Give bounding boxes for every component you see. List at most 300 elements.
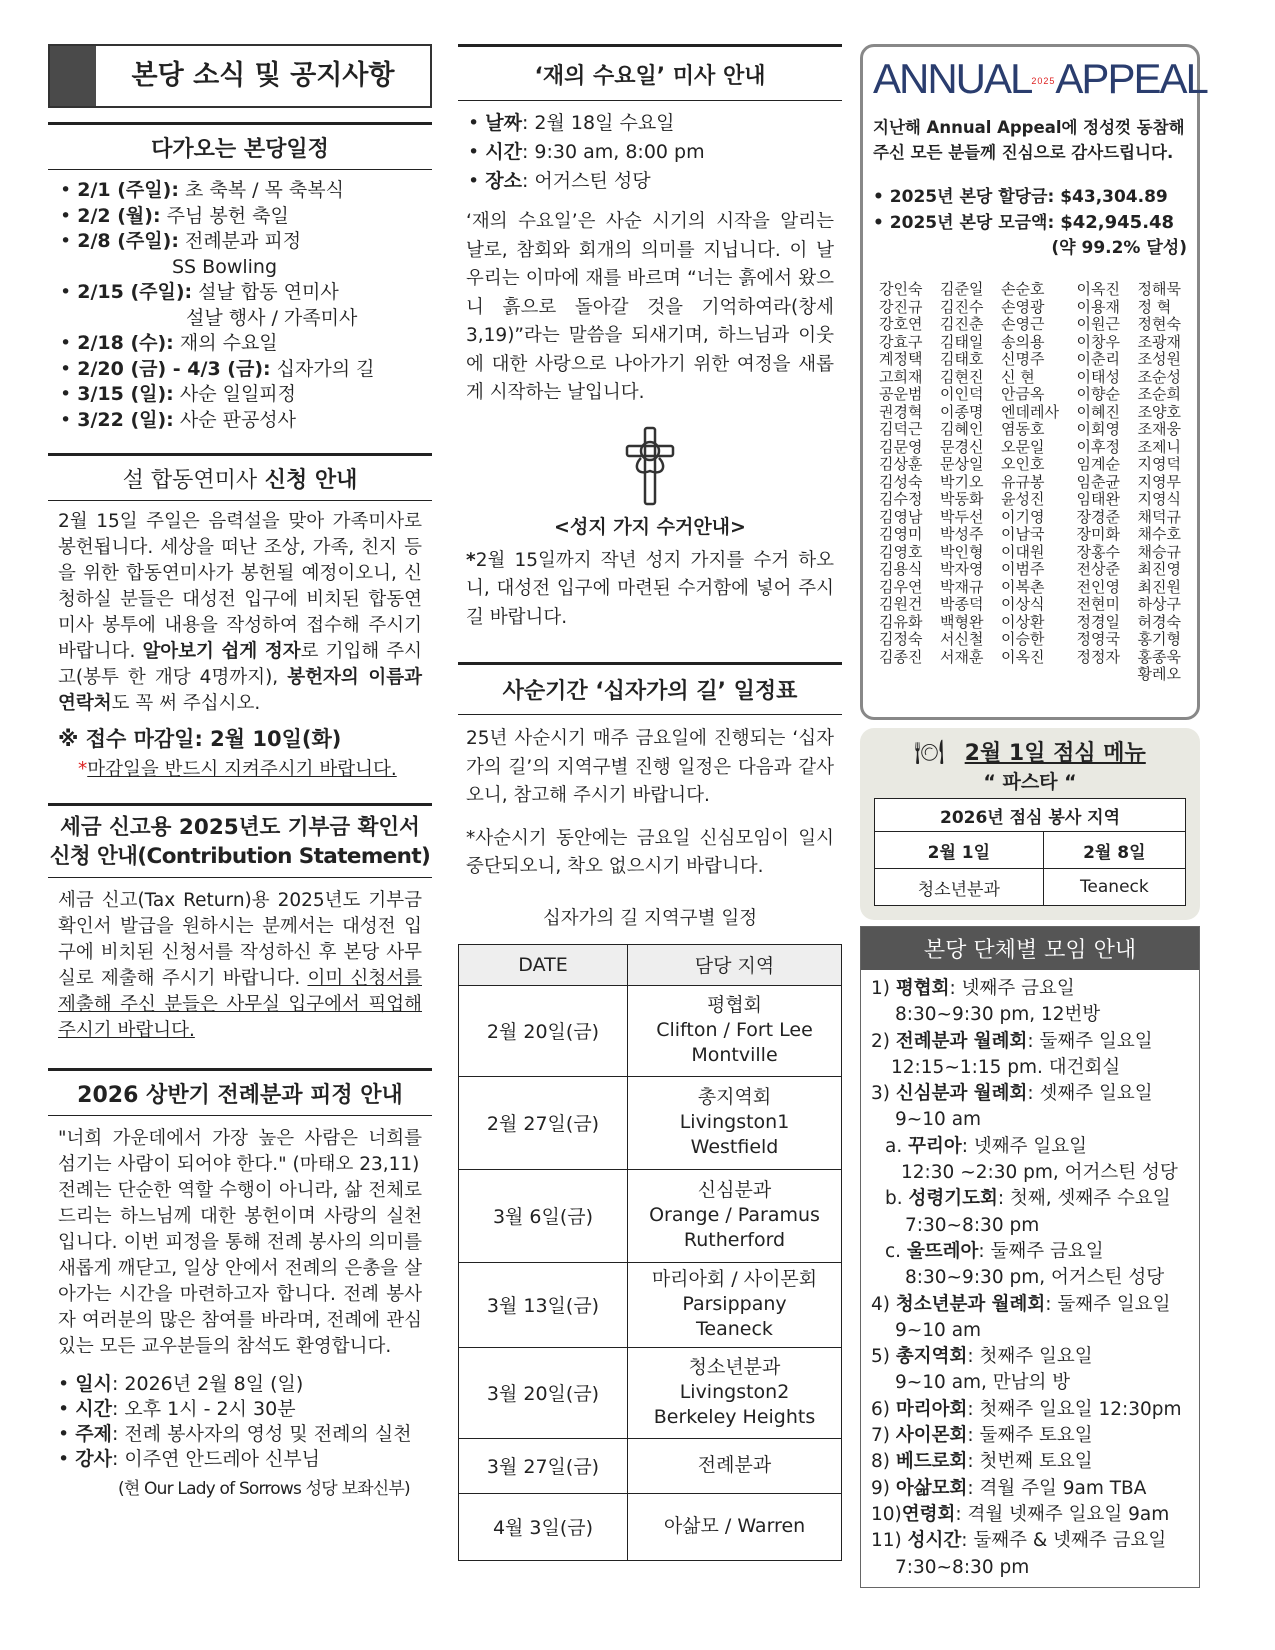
column-left bbox=[48, 44, 432, 1499]
donor-name: 문상일 bbox=[940, 455, 984, 473]
schedule-date: 2/8 (주일): bbox=[77, 230, 179, 252]
donor-name: 고희재 bbox=[879, 367, 923, 386]
group-schedule-cont: 12:15~1:15 pm. 대건회실 bbox=[891, 1056, 1121, 1078]
cross-icon bbox=[458, 426, 842, 510]
donor-name: 최진원 bbox=[1137, 577, 1181, 596]
donor-column bbox=[1076, 281, 1119, 684]
group-number: 2) bbox=[871, 1030, 896, 1052]
donor-name: 문경신 bbox=[940, 437, 984, 456]
row-area-line: 평협회 bbox=[706, 994, 763, 1016]
donor-name: 임태완 bbox=[1076, 490, 1120, 508]
row-date: 3월 6일(금) bbox=[459, 1169, 628, 1262]
donor-name: 엔데레사 bbox=[1001, 402, 1059, 421]
section-title-box bbox=[48, 44, 432, 108]
group-item bbox=[871, 1528, 1189, 1554]
donor-name: 이혜진 bbox=[1076, 402, 1120, 421]
donor-name: 박성주 bbox=[940, 525, 984, 543]
group-number: 11) bbox=[871, 1530, 908, 1552]
group-item bbox=[871, 1449, 1189, 1475]
newyear-bold-2: 봉헌자의 이름과 연락처 bbox=[58, 667, 422, 714]
donor-name: 정경일 bbox=[1076, 612, 1120, 631]
donor-name: 전인영 bbox=[1076, 577, 1120, 596]
row-area-line: Rutherford bbox=[683, 1229, 786, 1251]
donor-name: 하상구 bbox=[1137, 595, 1181, 613]
schedule-item: • 2/18 (수): 재의 수요일 bbox=[60, 332, 278, 354]
donor-name: 강효구 bbox=[879, 332, 923, 351]
group-name: 전례분과 월례회 bbox=[895, 1030, 1028, 1052]
newyear-bold-1: 알아보기 쉽게 정자 bbox=[142, 641, 301, 662]
group-schedule: : 넷째주 일요일 bbox=[961, 1135, 1087, 1157]
group-number: 8) bbox=[871, 1451, 896, 1473]
donor-name: 최진영 bbox=[1137, 560, 1181, 578]
page-title: 본당 소식 및 공지사항 bbox=[131, 60, 395, 91]
schedule-date: 2/2 (월): bbox=[77, 204, 161, 227]
group-number: 7) bbox=[871, 1425, 896, 1447]
donor-name: 박두선 bbox=[940, 507, 984, 526]
stations-table bbox=[458, 944, 842, 1561]
groups-box bbox=[860, 926, 1200, 1588]
appeal-raised: • 2025년 본당 모금액: $42,945.48 bbox=[873, 212, 1175, 233]
group-item bbox=[871, 1292, 1189, 1318]
donor-name: 장홍수 bbox=[1076, 542, 1120, 561]
donor-name: 지영덕 bbox=[1137, 455, 1181, 473]
group-name: 청소년분과 월례회 bbox=[895, 1293, 1046, 1315]
row-date: 2월 20일(금) bbox=[459, 985, 628, 1076]
group-schedule-cont: 8:30~9:30 pm, 12번방 bbox=[895, 1004, 1101, 1026]
donor-name: 김원건 bbox=[879, 595, 923, 613]
ash-value: : 2월 18일 수요일 bbox=[521, 112, 675, 134]
lunch-dish: “ 파스타 “ bbox=[983, 771, 1077, 793]
donor-name: 김우연 bbox=[879, 577, 923, 596]
newyear-body bbox=[48, 501, 432, 717]
schedule-item: • 2/2 (월): 주님 봉헌 축일 bbox=[60, 204, 289, 227]
donor-name: 강진규 bbox=[879, 297, 923, 316]
row-area-line: Orange / Paramus bbox=[649, 1204, 820, 1226]
schedule-item: • 3/22 (일): 사순 판공성사 bbox=[60, 408, 297, 431]
ash-key: 날짜 bbox=[485, 112, 522, 134]
donor-name: 이남국 bbox=[1001, 525, 1045, 543]
group-schedule: : 둘째주 & 넷째주 금요일 bbox=[961, 1530, 1167, 1552]
title-bar-decoration bbox=[50, 46, 96, 106]
donor-name: 이창우 bbox=[1076, 332, 1120, 351]
row-area-line: Berkeley Heights bbox=[653, 1406, 816, 1428]
ash-body: ‘재의 수요일’은 사순 시기의 시작을 알리는 날로, 참회와 회개의 의미를 지닙니다. 이 날 우리는 이마에 재를 바르며 “너는 흙에서 왔으니 흙으로 돌아갈 것을 기억하여라(창세 3,19)”라는 말씀을 되새기며, 하느님과 이웃에 대한 사랑으로 나아가기 위한 여정을 새롭게 시작하는 날입니다. bbox=[466, 211, 834, 403]
newyear-heading-a: 설 합동연미사 bbox=[122, 468, 258, 493]
donor-name: 정정자 bbox=[1076, 647, 1120, 666]
tax-heading-line2: 신청 안내(Contribution Statement) bbox=[49, 844, 431, 869]
logo-year: 2025 bbox=[1031, 76, 1056, 86]
quota-label: 2025년 본당 할당금: bbox=[889, 187, 1061, 207]
table-row bbox=[459, 985, 842, 1076]
group-schedule-cont: 7:30~8:30 pm bbox=[895, 1556, 1030, 1578]
schedule-text: 사순 판공성사 bbox=[173, 408, 297, 431]
donor-name: 전현미 bbox=[1076, 595, 1120, 613]
ash-value: : 9:30 am, 8:00 pm bbox=[521, 141, 705, 163]
donor-name: 조광재 bbox=[1137, 332, 1181, 351]
ash-item: • 장소: 어거스틴 성당 bbox=[468, 170, 651, 192]
donor-name: 김영호 bbox=[879, 542, 923, 561]
quota-value: $43,304.89 bbox=[1060, 187, 1168, 207]
donor-name: 김준일 bbox=[940, 280, 984, 298]
stations-table-title: 십자가의 길 지역구별 일정 bbox=[542, 907, 758, 929]
row-area-line: Montville bbox=[691, 1044, 778, 1066]
group-number: 3) bbox=[871, 1083, 896, 1105]
group-name: 꾸리아 bbox=[908, 1135, 962, 1157]
donor-name: 이춘리 bbox=[1076, 350, 1120, 368]
group-number: 4) bbox=[871, 1293, 896, 1315]
row-area-line: Clifton / Fort Lee bbox=[656, 1019, 813, 1041]
group-name: 사이몬회 bbox=[895, 1425, 968, 1447]
donor-name: 이옥진 bbox=[1001, 647, 1045, 666]
retreat-speaker-note: (현 Our Lady of Sorrows 성당 보좌신부) bbox=[118, 1479, 410, 1499]
donor-name: 이옥진 bbox=[1076, 280, 1120, 298]
retreat-quote: "너희 가운데에서 가장 높은 사람은 너희를 섬기는 사람이 되어야 한다." (마태오 23,11) bbox=[58, 1128, 422, 1175]
retreat-value: : 전례 봉사자의 영성 및 전례의 실천 bbox=[111, 1423, 412, 1445]
group-schedule-cont: 9~10 am bbox=[895, 1109, 982, 1131]
donor-name: 이상식 bbox=[1001, 595, 1045, 613]
donor-name: 김진수 bbox=[940, 297, 984, 316]
schedule-text: 전례분과 피정 bbox=[178, 230, 302, 252]
group-number: c. bbox=[885, 1240, 907, 1262]
appeal-percent: (약 99.2% 달성) bbox=[1051, 238, 1187, 258]
donor-name: 박자영 bbox=[940, 560, 984, 578]
group-schedule-cont: 8:30~9:30 pm, 어거스틴 성당 bbox=[905, 1267, 1165, 1289]
tax-heading-line1: 세금 신고용 2025년도 기부금 확인서 bbox=[60, 815, 420, 840]
group-item bbox=[871, 976, 1189, 1002]
schedule-date: 3/15 (일): bbox=[77, 383, 174, 405]
donor-name: 이종명 bbox=[940, 402, 984, 421]
groups-heading: 본당 단체별 모임 안내 bbox=[861, 927, 1199, 970]
donor-name: 손영광 bbox=[1001, 297, 1045, 316]
column-middle bbox=[458, 44, 842, 1561]
group-name: 마리아회 bbox=[895, 1398, 968, 1420]
ash-item: • 시간: 9:30 am, 8:00 pm bbox=[468, 141, 705, 163]
group-schedule-cont: 9~10 am, 만남의 방 bbox=[895, 1372, 1071, 1394]
lunch-menu-title-row bbox=[874, 736, 1186, 767]
retreat-details bbox=[48, 1360, 432, 1472]
row-area bbox=[628, 1438, 842, 1493]
palm-text: 2월 15일까지 작년 성지 가지를 수거 하오니, 대성전 입구에 마련된 수거함에 넣어 주시길 바랍니다. bbox=[466, 549, 834, 628]
table-row bbox=[459, 1438, 842, 1493]
donor-name: 채수호 bbox=[1137, 525, 1181, 543]
donor-name: 이기영 bbox=[1001, 507, 1045, 526]
schedule-item: • 2/1 (주일): 초 축복 / 목 축복식 bbox=[60, 179, 344, 201]
group-schedule: : 격월 넷째주 일요일 9am bbox=[955, 1503, 1170, 1525]
group-item bbox=[871, 1029, 1189, 1055]
upcoming-heading: 다가오는 본당일정 bbox=[48, 122, 432, 170]
lunch-menu-box bbox=[860, 728, 1200, 920]
donor-name: 김진춘 bbox=[940, 315, 984, 333]
donor-name: 김유화 bbox=[879, 612, 923, 631]
stations-heading: 사순기간 ‘십자가의 길’ 일정표 bbox=[458, 662, 842, 715]
group-schedule-cont: 9~10 am bbox=[895, 1319, 982, 1341]
retreat-item: • 시간: 오후 1시 - 2시 30분 bbox=[58, 1398, 296, 1420]
stations-note: *사순시기 동안에는 금요일 신심모임이 일시 중단되오니, 착오 없으시기 바랍니다. bbox=[466, 827, 834, 877]
palm-title: <성지 가지 수거안내> bbox=[554, 515, 746, 538]
ash-value: : 어거스틴 성당 bbox=[521, 170, 651, 192]
row-area bbox=[628, 1347, 842, 1438]
row-area-line: 청소년분과 bbox=[688, 1356, 781, 1378]
donor-name: 김용식 bbox=[879, 560, 923, 578]
donor-name: 김성숙 bbox=[879, 472, 923, 491]
schedule-date: 2/20 (금) - 4/3 (금): bbox=[77, 357, 271, 380]
donor-name: 백형완 bbox=[940, 612, 984, 631]
lunch-date-1: 2월 1일 bbox=[875, 832, 1044, 869]
donor-name: 허경숙 bbox=[1137, 612, 1181, 631]
lunch-service-table bbox=[874, 798, 1186, 906]
group-schedule: : 둘째주 금요일 bbox=[978, 1240, 1104, 1262]
donor-name: 김종진 bbox=[879, 647, 923, 666]
donor-name: 박동화 bbox=[940, 490, 984, 508]
group-item bbox=[871, 1186, 1189, 1212]
donor-name: 염동호 bbox=[1001, 420, 1045, 438]
donor-name: 서신철 bbox=[940, 630, 984, 648]
tax-text: 세금 신고(Tax Return)용 2025년도 기부금 확인서 발급을 원하시는 분께서는 대성전 입구에 비치된 신청서를 작성하신 후 본당 사무실로 제출해 주시기 바랍니다. bbox=[58, 890, 422, 989]
logo-appeal: APPEAL bbox=[1055, 55, 1207, 102]
group-schedule: : 첫번째 토요일 bbox=[967, 1451, 1093, 1473]
row-date: 3월 27일(금) bbox=[459, 1438, 628, 1493]
group-name: 평협회 bbox=[895, 978, 950, 999]
donor-name: 이태성 bbox=[1076, 367, 1120, 386]
group-name: 연령회 bbox=[901, 1503, 956, 1525]
donor-name: 조성원 bbox=[1137, 350, 1181, 368]
col-header-area: 담당 지역 bbox=[628, 944, 842, 985]
donor-name: 채덕규 bbox=[1137, 507, 1181, 526]
row-date: 4월 3일(금) bbox=[459, 1493, 628, 1560]
group-schedule: : 첫째주 일요일 bbox=[967, 1346, 1093, 1368]
row-area-line: Livingston2 bbox=[679, 1381, 790, 1403]
donor-name: 손영근 bbox=[1001, 315, 1045, 333]
donor-name: 박종덕 bbox=[940, 595, 984, 613]
stations-intro: 25년 사순시기 매주 금요일에 진행되는 ‘십자가의 길’의 지역구별 진행 일정은 다음과 같사오니, 참고해 주시기 바랍니다. bbox=[466, 728, 834, 806]
donor-name: 유규봉 bbox=[1001, 472, 1045, 491]
donor-name: 윤성진 bbox=[1001, 490, 1045, 508]
donor-name: 강호연 bbox=[879, 315, 923, 333]
donor-name: 김문영 bbox=[879, 437, 923, 456]
donor-name: 계정택 bbox=[879, 350, 923, 368]
ash-key: 장소 bbox=[485, 170, 522, 192]
group-item bbox=[871, 1502, 1189, 1528]
row-area-line: Livingston1 bbox=[679, 1111, 790, 1133]
donor-name: 지영무 bbox=[1137, 472, 1181, 491]
table-row bbox=[459, 1076, 842, 1169]
deadline-star: * bbox=[78, 759, 88, 780]
group-number: 5) bbox=[871, 1346, 896, 1368]
tax-body bbox=[48, 878, 432, 1044]
donor-name: 장미화 bbox=[1076, 525, 1120, 543]
ash-key: 시간 bbox=[485, 141, 522, 163]
donor-name: 박인형 bbox=[940, 542, 984, 561]
row-area bbox=[628, 1493, 842, 1560]
donor-name: 김수정 bbox=[879, 490, 923, 508]
donor-name: 정영국 bbox=[1076, 630, 1120, 648]
group-item bbox=[871, 1397, 1189, 1423]
donor-name: 서재훈 bbox=[940, 647, 984, 666]
appeal-amounts bbox=[873, 185, 1187, 261]
row-area bbox=[628, 1262, 842, 1347]
donor-name: 장경준 bbox=[1076, 507, 1120, 526]
annual-appeal-logo bbox=[873, 55, 1207, 102]
group-schedule: : 둘째주 일요일 bbox=[1045, 1293, 1171, 1315]
row-date: 3월 13일(금) bbox=[459, 1262, 628, 1347]
group-number: a. bbox=[885, 1135, 909, 1157]
group-name: 신심분과 월례회 bbox=[895, 1083, 1028, 1105]
schedule-date: 2/15 (주일): bbox=[77, 281, 193, 303]
row-area-line: 아삶모 / Warren bbox=[663, 1515, 806, 1537]
schedule-date: 2/1 (주일): bbox=[77, 179, 179, 201]
donor-name: 박재규 bbox=[940, 577, 984, 596]
donor-name: 공운범 bbox=[879, 385, 923, 403]
group-name: 총지역회 bbox=[895, 1346, 968, 1368]
donor-name: 전상준 bbox=[1076, 560, 1120, 578]
schedule-date: 3/22 (일): bbox=[77, 408, 174, 431]
group-name: 베드로회 bbox=[895, 1451, 968, 1473]
donor-name: 김혜인 bbox=[940, 420, 984, 438]
donor-name: 조순성 bbox=[1137, 367, 1181, 386]
group-number: 9) bbox=[871, 1477, 896, 1499]
group-schedule: : 넷째주 금요일 bbox=[949, 978, 1075, 999]
upcoming-list bbox=[48, 170, 432, 433]
donor-name: 권경혁 bbox=[879, 402, 923, 421]
donor-name: 김덕근 bbox=[879, 420, 923, 438]
table-row bbox=[459, 1493, 842, 1560]
lunch-date-2: 2월 8일 bbox=[1043, 832, 1185, 869]
schedule-text: 주님 봉헌 축일 bbox=[160, 204, 289, 227]
lunch-menu-title: 2월 1일 점심 메뉴 bbox=[964, 741, 1146, 766]
newyear-deadline: ※ 접수 마감일: 2월 10일(화) bbox=[58, 727, 342, 751]
donor-name: 이후정 bbox=[1076, 437, 1120, 456]
donor-name: 박기오 bbox=[940, 472, 984, 491]
schedule-text: 사순 일일피정 bbox=[173, 383, 297, 405]
donor-name: 이용재 bbox=[1076, 297, 1120, 316]
group-item bbox=[871, 1423, 1189, 1449]
schedule-date: 2/18 (수): bbox=[77, 332, 174, 354]
donor-name: 조양호 bbox=[1137, 402, 1181, 421]
donor-name: 김태호 bbox=[940, 350, 984, 368]
donor-name: 이대원 bbox=[1001, 542, 1045, 561]
donor-name: 김상훈 bbox=[879, 455, 923, 473]
donor-name: 김영남 bbox=[879, 507, 923, 526]
group-schedule: : 첫째주 일요일 12:30pm bbox=[967, 1398, 1182, 1420]
lunch-area-2: Teaneck bbox=[1043, 869, 1185, 906]
annual-appeal-box bbox=[860, 44, 1207, 720]
donor-name: 홍기형 bbox=[1137, 630, 1181, 648]
row-area-line: Westfield bbox=[690, 1136, 779, 1158]
donor-name: 김태일 bbox=[940, 332, 984, 351]
donor-name: 이인덕 bbox=[940, 385, 984, 403]
ash-heading: ‘재의 수요일’ 미사 안내 bbox=[458, 44, 842, 101]
row-area bbox=[628, 1076, 842, 1169]
row-area-line: 전례분과 bbox=[697, 1454, 772, 1476]
schedule-text: 십자가의 길 bbox=[270, 357, 375, 380]
group-number: 1) bbox=[871, 978, 896, 999]
retreat-value: : 2026년 2월 8일 (일) bbox=[111, 1373, 304, 1395]
donor-name: 홍종욱 bbox=[1137, 647, 1181, 666]
retreat-heading: 2026 상반기 전례분과 피정 안내 bbox=[48, 1068, 432, 1116]
group-number: 10) bbox=[871, 1503, 902, 1525]
ash-details bbox=[458, 101, 842, 196]
group-item bbox=[871, 1239, 1189, 1265]
schedule-item: • 3/15 (일): 사순 일일피정 bbox=[60, 383, 297, 405]
row-area bbox=[628, 985, 842, 1076]
row-date: 2월 27일(금) bbox=[459, 1076, 628, 1169]
col-header-date: DATE bbox=[459, 944, 628, 985]
donor-name: 김정숙 bbox=[879, 630, 923, 648]
palm-star: * bbox=[466, 549, 476, 571]
deadline-note-text: 마감일을 반드시 지켜주시기 바랍니다. bbox=[87, 759, 397, 780]
donor-name: 이회영 bbox=[1076, 420, 1120, 438]
donor-name: 오인호 bbox=[1001, 455, 1045, 473]
donor-name: 안금옥 bbox=[1001, 385, 1045, 403]
group-schedule-cont: 12:30 ~2:30 pm, 어거스틴 성당 bbox=[901, 1162, 1178, 1184]
newyear-text-1: 2월 15일 주일은 음력설을 맞아 가족미사로 봉헌됩니다. 세상을 떠난 조상, 가족, 친지 등을 위한 합동연미사가 봉헌될 예정이오니, 신청하실 분들은 대성전 입구에 비치된 합동연미사 봉투에 내용을 작성하여 접수해 주시기 바랍니다. bbox=[58, 511, 422, 662]
tax-heading bbox=[48, 803, 432, 878]
donor-name: 이범주 bbox=[1001, 560, 1045, 578]
retreat-item: • 주제: 전례 봉사자의 영성 및 전례의 실천 bbox=[58, 1423, 412, 1445]
donor-name: 조순희 bbox=[1137, 385, 1181, 403]
appeal-quota: • 2025년 본당 할당금: $43,304.89 bbox=[873, 187, 1168, 207]
group-schedule: : 둘째주 토요일 bbox=[967, 1425, 1093, 1447]
newyear-text-2: 로 기입해 주시고(봉투 한 개당 4명까지), bbox=[58, 641, 423, 688]
group-item bbox=[871, 1081, 1189, 1107]
donor-name: 임춘균 bbox=[1076, 472, 1120, 491]
ash-item: • 날짜: 2월 18일 수요일 bbox=[468, 112, 675, 134]
group-schedule: : 격월 주일 9am TBA bbox=[967, 1477, 1147, 1499]
retreat-value: : 이주연 안드레아 신부님 bbox=[111, 1448, 321, 1470]
newyear-deadline-note bbox=[48, 753, 432, 781]
lunch-table-title: 2026년 점심 봉사 지역 bbox=[875, 799, 1186, 832]
donor-name: 강인숙 bbox=[879, 280, 923, 298]
raised-value: $42,945.48 bbox=[1060, 212, 1175, 233]
row-area-line: 신심분과 bbox=[697, 1179, 772, 1201]
donor-name: 오문일 bbox=[1001, 437, 1045, 456]
table-row bbox=[459, 1347, 842, 1438]
group-item bbox=[871, 1476, 1189, 1502]
group-item bbox=[871, 1134, 1189, 1160]
donor-name: 정현숙 bbox=[1137, 315, 1181, 333]
schedule-item: • 2/20 (금) - 4/3 (금): 십자가의 길 bbox=[60, 357, 375, 380]
column-right bbox=[860, 44, 1207, 1588]
donor-names bbox=[873, 281, 1187, 684]
donor-name: 손순호 bbox=[1001, 280, 1045, 298]
schedule-text: 재의 수요일 bbox=[173, 332, 278, 354]
group-number: b. bbox=[885, 1188, 909, 1210]
group-name: 아삶모회 bbox=[895, 1477, 968, 1499]
appeal-thanks: 지난해 Annual Appeal에 정성껏 동참해 주신 모든 분들께 진심으로 감사드립니다. bbox=[873, 118, 1185, 162]
donor-name: 이향순 bbox=[1076, 385, 1120, 403]
lunch-area-1: 청소년분과 bbox=[875, 869, 1044, 906]
newyear-text-3: 도 꼭 써 주십시오. bbox=[111, 693, 261, 714]
raised-label: 2025년 본당 모금액: bbox=[889, 213, 1061, 233]
retreat-key: 강사 bbox=[75, 1448, 112, 1470]
group-name: 성시간 bbox=[907, 1530, 962, 1552]
retreat-key: 주제 bbox=[75, 1423, 112, 1445]
row-date: 3월 20일(금) bbox=[459, 1347, 628, 1438]
retreat-key: 시간 bbox=[75, 1398, 112, 1420]
row-area-line: Parsippany bbox=[682, 1293, 787, 1315]
donor-name: 신 현 bbox=[1001, 367, 1035, 386]
donor-name: 이원근 bbox=[1076, 315, 1120, 333]
group-name: 성령기도회 bbox=[908, 1188, 998, 1210]
newyear-heading bbox=[48, 453, 432, 501]
table-row bbox=[459, 1169, 842, 1262]
donor-name: 조재웅 bbox=[1137, 420, 1181, 438]
retreat-key: 일시 bbox=[75, 1373, 112, 1395]
donor-column bbox=[940, 281, 983, 684]
dining-icon: 🍽 bbox=[914, 737, 945, 766]
group-item bbox=[871, 1344, 1189, 1370]
donor-name: 김영미 bbox=[879, 525, 923, 543]
